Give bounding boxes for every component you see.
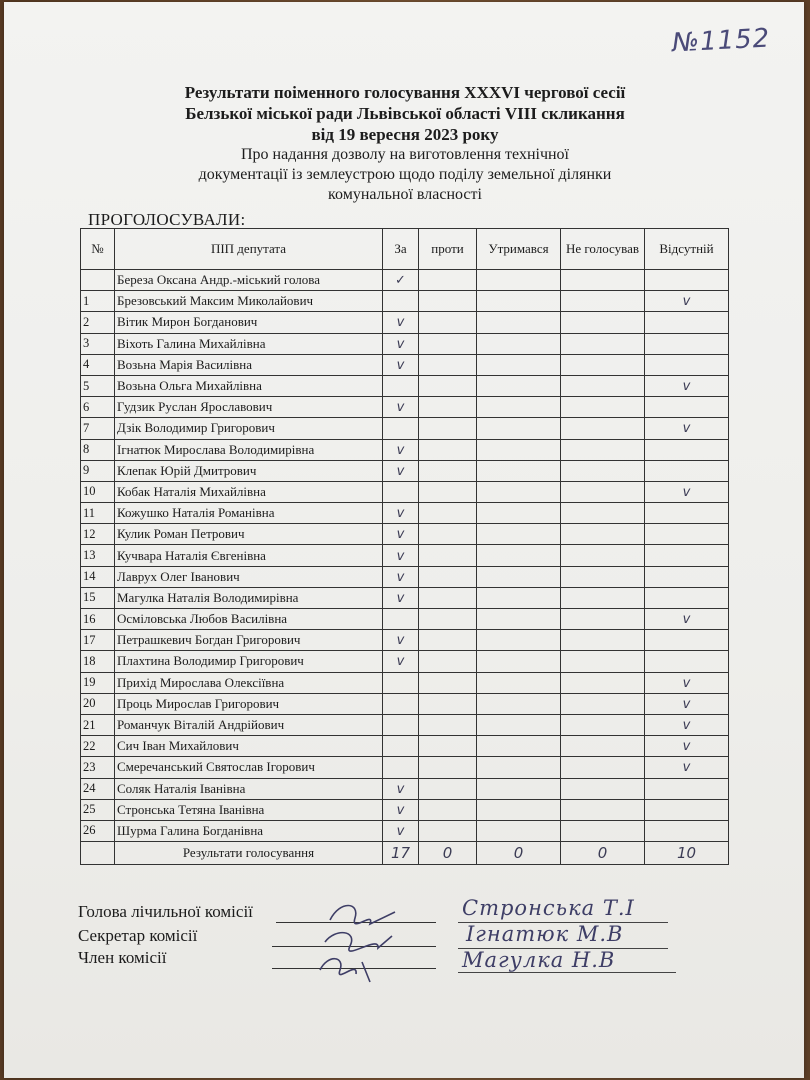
deputy-name: Плахтина Володимир Григорович	[115, 651, 383, 672]
vote-abstained-cell	[477, 481, 561, 502]
vote-against-cell	[419, 693, 477, 714]
document-header	[0, 82, 810, 205]
vote-absent-cell	[645, 397, 729, 418]
table-row	[81, 693, 729, 714]
check-mark: v	[396, 633, 405, 649]
row-number: 20	[81, 693, 115, 714]
vote-against-cell	[419, 312, 477, 333]
check-mark: v	[396, 336, 405, 352]
vote-for-cell	[383, 375, 419, 396]
vote-against-cell	[419, 545, 477, 566]
vote-not-voted-cell	[561, 757, 645, 778]
vote-absent-cell	[645, 375, 729, 396]
vote-against-cell	[419, 566, 477, 587]
vote-for-cell	[383, 651, 419, 672]
row-number: 25	[81, 799, 115, 820]
total-for: 17	[383, 842, 419, 865]
vote-not-voted-cell	[561, 439, 645, 460]
vote-against-cell	[419, 524, 477, 545]
vote-against-cell	[419, 587, 477, 608]
totals-empty-cell	[81, 842, 115, 865]
check-mark: v	[396, 781, 405, 797]
deputy-name: Возьна Марія Василівна	[115, 354, 383, 375]
check-mark: v	[396, 548, 405, 564]
vote-against-cell	[419, 672, 477, 693]
handwritten-signatures	[300, 890, 410, 990]
secretary-handwritten-name: Ігнатюк М.В	[466, 922, 624, 946]
vote-for-cell	[383, 418, 419, 439]
check-mark: v	[396, 357, 405, 373]
vote-not-voted-cell	[561, 418, 645, 439]
vote-for-cell	[383, 439, 419, 460]
header-line-6: комунальної власності	[328, 186, 482, 203]
deputy-name: Ігнатюк Мирослава Володимирівна	[115, 439, 383, 460]
deputy-name: Кожушко Наталія Романівна	[115, 503, 383, 524]
vote-abstained-cell	[477, 397, 561, 418]
chair-label: Голова лічильної комісії	[78, 902, 253, 921]
deputy-name: Шурма Галина Богданівна	[115, 820, 383, 841]
check-mark: v	[682, 718, 691, 734]
member-label: Член комісії	[78, 948, 167, 967]
deputy-name: Сич Іван Михайлович	[115, 736, 383, 757]
vote-abstained-cell	[477, 439, 561, 460]
vote-abstained-cell	[477, 333, 561, 354]
vote-abstained-cell	[477, 672, 561, 693]
check-mark: v	[396, 315, 405, 331]
vote-absent-cell	[645, 736, 729, 757]
deputy-name: Кобак Наталія Михайлівна	[115, 481, 383, 502]
chair-handwritten-name: Стронська Т.І	[462, 896, 635, 920]
column-header-not-voted: Не голосував	[561, 229, 645, 270]
deputy-name: Клепак Юрій Дмитрович	[115, 460, 383, 481]
check-mark: v	[682, 294, 691, 310]
vote-absent-cell	[645, 799, 729, 820]
vote-for-cell	[383, 312, 419, 333]
row-number: 9	[81, 460, 115, 481]
check-mark: v	[396, 654, 405, 670]
deputy-name: Гудзик Руслан Ярославович	[115, 397, 383, 418]
vote-absent-cell	[645, 312, 729, 333]
check-mark: v	[396, 506, 405, 522]
deputy-name: Петрашкевич Богдан Григорович	[115, 630, 383, 651]
vote-for-cell	[383, 481, 419, 502]
total-not-voted: 0	[561, 842, 645, 865]
table-row	[81, 418, 729, 439]
total-against: 0	[419, 842, 477, 865]
vote-not-voted-cell	[561, 460, 645, 481]
vote-abstained-cell	[477, 609, 561, 630]
table-row	[81, 524, 729, 545]
table-row	[81, 799, 729, 820]
row-number: 13	[81, 545, 115, 566]
vote-against-cell	[419, 651, 477, 672]
vote-absent-cell	[645, 566, 729, 587]
vote-for-cell	[383, 291, 419, 312]
deputy-name: Осміловська Любов Василівна	[115, 609, 383, 630]
member-handwritten-name: Магулка Н.В	[462, 948, 616, 972]
vote-abstained-cell	[477, 693, 561, 714]
vote-absent-cell	[645, 757, 729, 778]
vote-against-cell	[419, 736, 477, 757]
row-number: 17	[81, 630, 115, 651]
vote-abstained-cell	[477, 799, 561, 820]
vote-not-voted-cell	[561, 545, 645, 566]
vote-not-voted-cell	[561, 566, 645, 587]
check-mark: ✓	[395, 273, 406, 289]
vote-absent-cell	[645, 778, 729, 799]
vote-for-cell	[383, 397, 419, 418]
table-row	[81, 312, 729, 333]
table-body	[81, 270, 729, 842]
vote-abstained-cell	[477, 651, 561, 672]
vote-not-voted-cell	[561, 312, 645, 333]
row-number: 24	[81, 778, 115, 799]
vote-absent-cell	[645, 503, 729, 524]
check-mark: v	[682, 612, 691, 628]
handwritten-document-number: №1152	[671, 23, 771, 59]
column-header-number: №	[81, 229, 115, 270]
vote-against-cell	[419, 778, 477, 799]
table-row	[81, 736, 729, 757]
totals-row	[81, 842, 729, 865]
column-header-abstained: Утримався	[477, 229, 561, 270]
check-mark: v	[682, 696, 691, 712]
vote-absent-cell	[645, 630, 729, 651]
column-header-absent: Відсутній	[645, 229, 729, 270]
table-row	[81, 375, 729, 396]
vote-for-cell	[383, 714, 419, 735]
vote-against-cell	[419, 609, 477, 630]
deputy-name: Вітик Мирон Богданович	[115, 312, 383, 333]
secretary-name-underline	[458, 948, 668, 949]
voting-table	[80, 228, 729, 865]
vote-absent-cell	[645, 651, 729, 672]
table-header-row	[81, 229, 729, 270]
vote-not-voted-cell	[561, 799, 645, 820]
header-line-4: Про надання дозволу на виготовлення технічної	[241, 146, 569, 163]
check-mark: v	[682, 484, 691, 500]
vote-against-cell	[419, 291, 477, 312]
vote-for-cell	[383, 672, 419, 693]
vote-absent-cell	[645, 418, 729, 439]
row-number: 2	[81, 312, 115, 333]
vote-abstained-cell	[477, 736, 561, 757]
vote-not-voted-cell	[561, 736, 645, 757]
deputy-name: Романчук Віталій Андрійович	[115, 714, 383, 735]
header-line-3: від 19 вересня 2023 року	[311, 125, 499, 144]
row-number: 7	[81, 418, 115, 439]
table-row	[81, 270, 729, 291]
vote-abstained-cell	[477, 587, 561, 608]
vote-absent-cell	[645, 587, 729, 608]
vote-not-voted-cell	[561, 630, 645, 651]
table-row	[81, 609, 729, 630]
vote-against-cell	[419, 375, 477, 396]
table-row	[81, 757, 729, 778]
vote-for-cell	[383, 778, 419, 799]
vote-against-cell	[419, 397, 477, 418]
vote-against-cell	[419, 270, 477, 291]
vote-abstained-cell	[477, 354, 561, 375]
vote-against-cell	[419, 481, 477, 502]
check-mark: v	[396, 442, 405, 458]
vote-for-cell	[383, 503, 419, 524]
table-row	[81, 354, 729, 375]
header-line-2: Белзької міської ради Львівської області VIII скликання	[185, 104, 625, 123]
table-row	[81, 460, 729, 481]
vote-not-voted-cell	[561, 714, 645, 735]
vote-against-cell	[419, 418, 477, 439]
vote-against-cell	[419, 630, 477, 651]
row-number: 10	[81, 481, 115, 502]
vote-for-cell	[383, 609, 419, 630]
row-number: 8	[81, 439, 115, 460]
header-line-5: документації із землеустрою щодо поділу земельної ділянки	[198, 166, 612, 183]
row-number: 22	[81, 736, 115, 757]
row-number: 4	[81, 354, 115, 375]
vote-not-voted-cell	[561, 375, 645, 396]
vote-abstained-cell	[477, 270, 561, 291]
vote-not-voted-cell	[561, 524, 645, 545]
secretary-label: Секретар комісії	[78, 926, 198, 945]
row-number: 5	[81, 375, 115, 396]
vote-for-cell	[383, 354, 419, 375]
vote-against-cell	[419, 503, 477, 524]
table-row	[81, 820, 729, 841]
table-row	[81, 566, 729, 587]
vote-against-cell	[419, 714, 477, 735]
vote-for-cell	[383, 820, 419, 841]
deputy-name: Возьна Ольга Михайлівна	[115, 375, 383, 396]
vote-abstained-cell	[477, 291, 561, 312]
vote-for-cell	[383, 333, 419, 354]
vote-not-voted-cell	[561, 333, 645, 354]
vote-for-cell	[383, 270, 419, 291]
deputy-name: Кулик Роман Петрович	[115, 524, 383, 545]
table-row	[81, 672, 729, 693]
vote-abstained-cell	[477, 566, 561, 587]
vote-absent-cell	[645, 672, 729, 693]
vote-absent-cell	[645, 693, 729, 714]
vote-against-cell	[419, 460, 477, 481]
check-mark: v	[682, 379, 691, 395]
vote-not-voted-cell	[561, 354, 645, 375]
column-header-for: За	[383, 229, 419, 270]
vote-not-voted-cell	[561, 672, 645, 693]
check-mark: v	[396, 823, 405, 839]
table-row	[81, 778, 729, 799]
chair-name-underline	[458, 922, 668, 923]
vote-for-cell	[383, 587, 419, 608]
vote-absent-cell	[645, 820, 729, 841]
vote-absent-cell	[645, 460, 729, 481]
column-header-name: ПІП депутата	[115, 229, 383, 270]
vote-not-voted-cell	[561, 778, 645, 799]
vote-against-cell	[419, 820, 477, 841]
deputy-name: Дзік Володимир Григорович	[115, 418, 383, 439]
row-number: 14	[81, 566, 115, 587]
vote-not-voted-cell	[561, 291, 645, 312]
total-abstained: 0	[477, 842, 561, 865]
row-number: 19	[81, 672, 115, 693]
deputy-name: Прихід Мирослава Олексіївна	[115, 672, 383, 693]
table-row	[81, 714, 729, 735]
row-number	[81, 270, 115, 291]
vote-absent-cell	[645, 524, 729, 545]
header-line-1: Результати поіменного голосування XXXVI чергової сесії	[184, 83, 626, 102]
vote-for-cell	[383, 736, 419, 757]
deputy-name: Віхоть Галина Михайлівна	[115, 333, 383, 354]
totals-label: Результати голосування	[115, 842, 383, 865]
vote-for-cell	[383, 799, 419, 820]
vote-not-voted-cell	[561, 503, 645, 524]
row-number: 11	[81, 503, 115, 524]
table-row	[81, 503, 729, 524]
vote-not-voted-cell	[561, 397, 645, 418]
row-number: 3	[81, 333, 115, 354]
table-row	[81, 587, 729, 608]
voted-label: ПРОГОЛОСУВАЛИ:	[88, 210, 246, 229]
vote-not-voted-cell	[561, 820, 645, 841]
member-name-underline	[458, 972, 676, 973]
check-mark: v	[396, 400, 405, 416]
vote-abstained-cell	[477, 630, 561, 651]
vote-abstained-cell	[477, 524, 561, 545]
vote-abstained-cell	[477, 375, 561, 396]
vote-absent-cell	[645, 291, 729, 312]
check-mark: v	[682, 739, 691, 755]
row-number: 1	[81, 291, 115, 312]
vote-abstained-cell	[477, 503, 561, 524]
vote-absent-cell	[645, 609, 729, 630]
vote-not-voted-cell	[561, 651, 645, 672]
table-row	[81, 651, 729, 672]
vote-for-cell	[383, 693, 419, 714]
vote-abstained-cell	[477, 460, 561, 481]
table-row	[81, 439, 729, 460]
table-row	[81, 481, 729, 502]
deputy-name: Кучвара Наталія Євгенівна	[115, 545, 383, 566]
vote-abstained-cell	[477, 757, 561, 778]
check-mark: v	[396, 569, 405, 585]
check-mark: v	[396, 590, 405, 606]
check-mark: v	[682, 421, 691, 437]
vote-for-cell	[383, 524, 419, 545]
vote-abstained-cell	[477, 312, 561, 333]
vote-absent-cell	[645, 333, 729, 354]
deputy-name: Стронська Тетяна Іванівна	[115, 799, 383, 820]
deputy-name: Береза Оксана Андр.-міський голова	[115, 270, 383, 291]
vote-against-cell	[419, 757, 477, 778]
deputy-name: Смеречанський Святослав Ігорович	[115, 757, 383, 778]
deputy-name: Соляк Наталія Іванівна	[115, 778, 383, 799]
vote-absent-cell	[645, 354, 729, 375]
table-row	[81, 397, 729, 418]
vote-abstained-cell	[477, 714, 561, 735]
row-number: 6	[81, 397, 115, 418]
vote-abstained-cell	[477, 418, 561, 439]
vote-absent-cell	[645, 270, 729, 291]
row-number: 21	[81, 714, 115, 735]
vote-abstained-cell	[477, 778, 561, 799]
table-row	[81, 630, 729, 651]
table-row	[81, 291, 729, 312]
vote-abstained-cell	[477, 545, 561, 566]
vote-against-cell	[419, 439, 477, 460]
check-mark: v	[396, 802, 405, 818]
vote-not-voted-cell	[561, 481, 645, 502]
check-mark: v	[396, 527, 405, 543]
row-number: 16	[81, 609, 115, 630]
vote-not-voted-cell	[561, 609, 645, 630]
vote-against-cell	[419, 799, 477, 820]
deputy-name: Лаврух Олег Іванович	[115, 566, 383, 587]
vote-not-voted-cell	[561, 270, 645, 291]
row-number: 15	[81, 587, 115, 608]
deputy-name: Магулка Наталія Володимирівна	[115, 587, 383, 608]
vote-absent-cell	[645, 481, 729, 502]
deputy-name: Проць Мирослав Григорович	[115, 693, 383, 714]
vote-for-cell	[383, 460, 419, 481]
row-number: 12	[81, 524, 115, 545]
vote-against-cell	[419, 354, 477, 375]
vote-for-cell	[383, 630, 419, 651]
vote-against-cell	[419, 333, 477, 354]
table-row	[81, 545, 729, 566]
vote-for-cell	[383, 545, 419, 566]
check-mark: v	[682, 675, 691, 691]
vote-absent-cell	[645, 714, 729, 735]
vote-for-cell	[383, 566, 419, 587]
row-number: 18	[81, 651, 115, 672]
vote-not-voted-cell	[561, 587, 645, 608]
deputy-name: Брезовський Максим Миколайович	[115, 291, 383, 312]
check-mark: v	[682, 760, 691, 776]
row-number: 26	[81, 820, 115, 841]
vote-not-voted-cell	[561, 693, 645, 714]
vote-absent-cell	[645, 545, 729, 566]
total-absent: 10	[645, 842, 729, 865]
vote-abstained-cell	[477, 820, 561, 841]
table-row	[81, 333, 729, 354]
row-number: 23	[81, 757, 115, 778]
column-header-against: проти	[419, 229, 477, 270]
check-mark: v	[396, 463, 405, 479]
vote-absent-cell	[645, 439, 729, 460]
vote-for-cell	[383, 757, 419, 778]
